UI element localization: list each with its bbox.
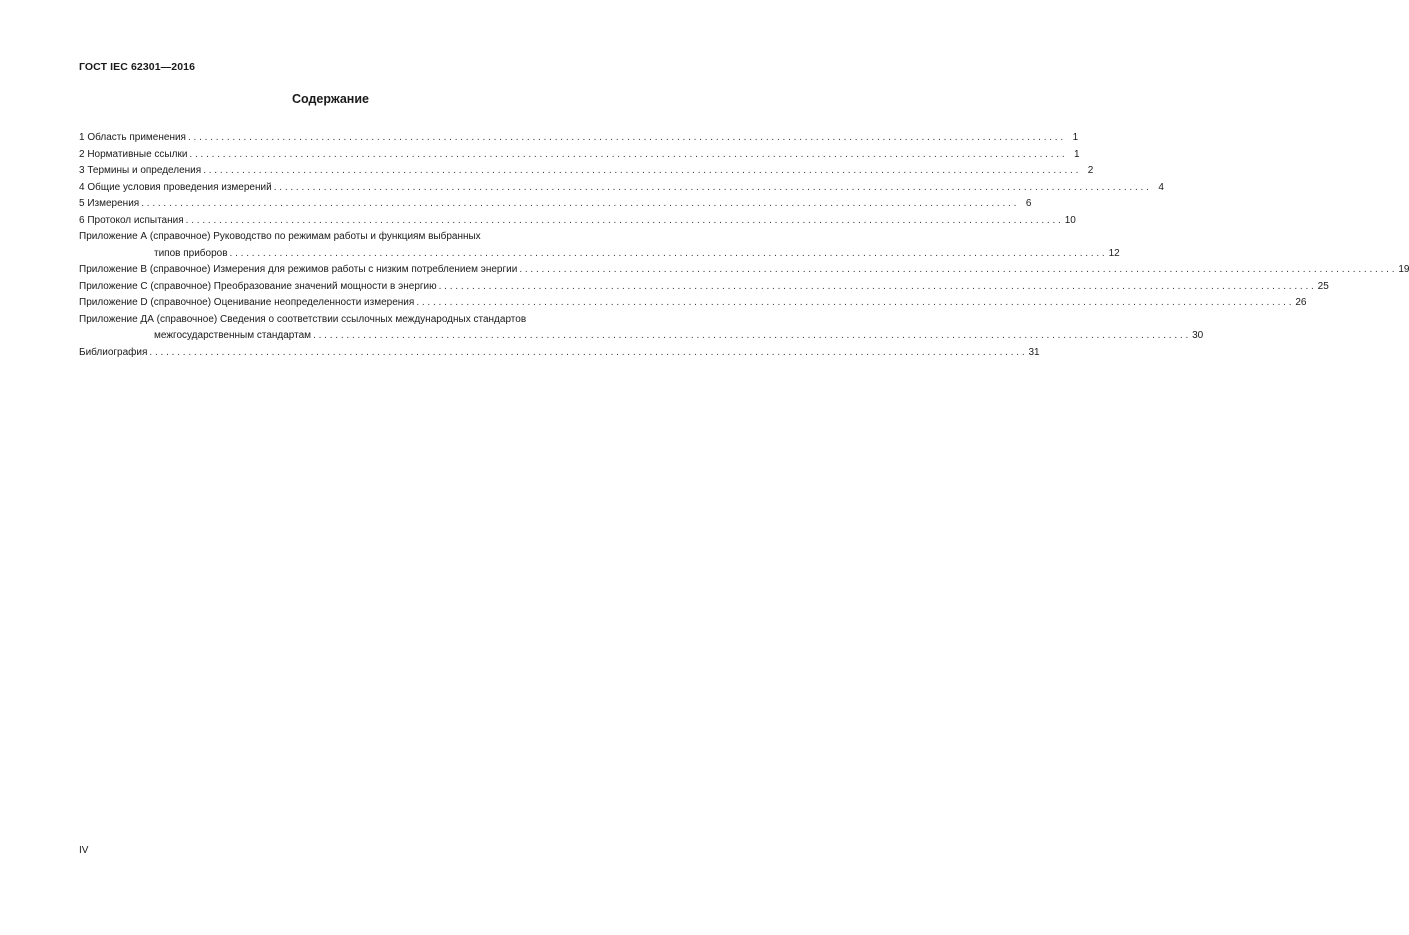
toc-entry-text: межгосударственным стандартам	[154, 330, 312, 341]
toc-dot-leader	[141, 196, 1016, 213]
toc-dot-leader	[203, 163, 1078, 180]
toc-entry-text: 1 Область применения	[79, 132, 186, 143]
toc-page-number: 26	[1295, 297, 1307, 308]
toc-entry-text: 6 Протокол испытания	[79, 214, 184, 226]
toc-dot-leader	[230, 246, 1105, 263]
toc-entry[interactable]	[79, 345, 1040, 362]
document-header: ГОСТ IEC 62301—2016	[79, 61, 196, 73]
toc-page-number: 2	[1087, 165, 1094, 176]
toc-page-number: 19	[1398, 264, 1409, 275]
toc-page-number: 1	[1072, 132, 1079, 143]
toc-dot-leader	[274, 180, 1149, 197]
toc-page-number: 6	[1025, 198, 1032, 209]
toc-entry-text: Приложение ДА (справочное) Сведения о соответствии ссылочных международных стандартов	[79, 313, 527, 325]
toc-title: Содержание	[291, 92, 369, 106]
toc-dot-leader	[313, 328, 1188, 345]
toc-entry[interactable]	[79, 295, 1307, 312]
toc-dot-leader	[189, 147, 1064, 164]
page-number: IV	[79, 845, 89, 856]
toc-entry[interactable]	[79, 262, 1409, 279]
toc-page-number: 10	[1064, 214, 1076, 226]
toc-entry-text: типов приборов	[154, 247, 228, 259]
toc-dot-leader	[439, 279, 1314, 296]
toc-page-number: 12	[1108, 247, 1120, 259]
toc-page-number: 4	[1158, 181, 1164, 193]
toc-dot-leader	[149, 345, 1024, 362]
toc-entry[interactable]	[79, 130, 1079, 147]
toc-entry-text: 2 Нормативные ссылки	[79, 148, 188, 160]
toc-entry-text: 3 Термины и определения	[79, 165, 202, 176]
toc-entry-text: Приложение D (справочное) Оценивание неопределенности измерения	[79, 297, 415, 308]
toc-page-number: 1	[1074, 148, 1080, 160]
table-of-contents	[79, 130, 1409, 361]
toc-entry[interactable]	[79, 196, 1032, 213]
toc-entry[interactable]	[79, 180, 1164, 197]
toc-entry-text: Приложение А (справочное) Руководство по режимам работы и функциям выбранных	[79, 231, 481, 242]
toc-page-number: 31	[1028, 346, 1040, 358]
toc-entry[interactable]	[79, 147, 1080, 164]
toc-dot-leader	[188, 130, 1063, 147]
toc-entry[interactable]	[79, 312, 1204, 345]
toc-entry[interactable]	[79, 213, 1076, 230]
toc-entry-text: 4 Общие условия проведения измерений	[79, 181, 272, 193]
toc-page-number: 25	[1317, 280, 1329, 292]
toc-entry[interactable]	[79, 279, 1329, 296]
toc-dot-leader	[186, 213, 1061, 230]
toc-entry-text: 5 Измерения	[79, 198, 140, 209]
toc-dot-leader	[519, 262, 1394, 279]
toc-dot-leader	[416, 295, 1291, 312]
toc-entry-text: Приложение В (справочное) Измерения для режимов работы с низким потреблением энергии	[79, 264, 518, 275]
toc-page-number: 30	[1192, 330, 1204, 341]
toc-entry[interactable]	[79, 229, 1120, 262]
toc-entry-text: Библиография	[79, 346, 148, 358]
toc-entry-text: Приложение С (справочное) Преобразование значений мощности в энергию	[79, 280, 437, 292]
toc-entry[interactable]	[79, 163, 1094, 180]
